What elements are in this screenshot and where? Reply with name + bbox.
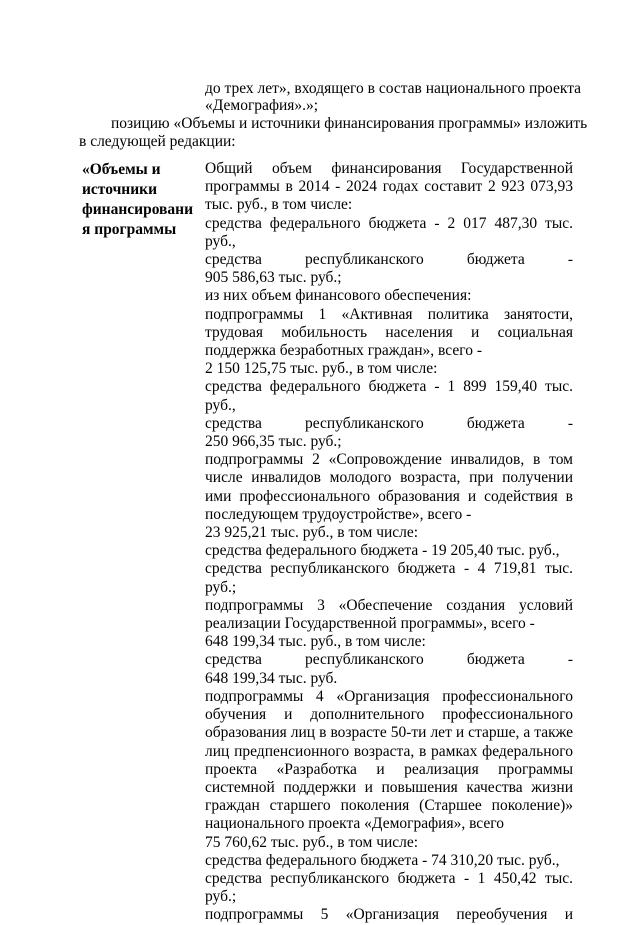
subprogram-4-republican: средства республиканского бюджета - 1 450,42 тыс. руб.; (205, 869, 573, 906)
subprogram-1-republican-label: средства республиканского бюджета - (205, 414, 573, 432)
subprogram-4-federal: средства федерального бюджета - 74 310,20 тыс. руб., (205, 851, 560, 869)
position-label-line-2: источники (82, 181, 158, 198)
intro-line-1: до трех лет», входящего в состав национального проекта (205, 80, 582, 97)
subprogram-2-title: подпрограммы 2 «Сопровождение инвалидов, в том числе инвалидов молодого возраста, при получении ими профессионального образования и содействия в последующем трудоустройстве», всего - (205, 451, 573, 523)
subprogram-3-republican-value: 648 199,34 тыс. руб. (205, 669, 338, 687)
intro-line-2: «Демография».»; (205, 97, 319, 114)
position-content (205, 160, 573, 925)
of-which-heading: из них объем финансового обеспечения: (205, 287, 472, 305)
subprogram-4-total: 75 760,62 тыс. руб., в том числе: (205, 833, 419, 851)
subprogram-3-total: 648 199,34 тыс. руб., в том числе: (205, 633, 426, 651)
subprogram-1-federal: средства федерального бюджета - 1 899 159,40 тыс. руб., (205, 378, 573, 414)
total-financing: Общий объем финансирования Государственной программы в 2014 - 2024 годах составит 2 923 073,93 тыс. руб., в том числе: (205, 160, 573, 214)
subprogram-1-republican-value: 250 966,35 тыс. руб.; (205, 433, 342, 451)
federal-budget-total: средства федерального бюджета - 2 017 487,30 тыс. руб., (205, 214, 573, 250)
intro-line-4: в следующей редакции: (79, 133, 236, 150)
subprogram-1-title: подпрограммы 1 «Активная политика занятости, трудовая мобильность населения и социальная поддержка безработных граждан», всего - (205, 305, 573, 360)
intro-line-3: позицию «Объемы и источники финансирования программы» изложить (111, 115, 588, 132)
subprogram-4-title: подпрограммы 4 «Организация профессионального обучения и дополнительного профессионального образования лиц в возрасте 50-ти лет и старше, а также лиц предпенсионного возраста, в рамках федерального проекта «Разработка и реализация программы системной поддержки и повышения качества жизни граждан старшего поколения (Старшее поколение)» национального проекта «Демография», всего (205, 687, 573, 833)
republican-budget-total-value: 905 586,63 тыс. руб.; (205, 269, 342, 287)
subprogram-5-title: подпрограммы 5 «Организация переобучения и (205, 906, 573, 924)
republican-budget-total-label: средства республиканского бюджета - (205, 251, 573, 269)
position-label-line-4: я программы (82, 221, 177, 238)
subprogram-2-federal: средства федерального бюджета - 19 205,40 тыс. руб., (205, 542, 560, 560)
subprogram-1-total: 2 150 125,75 тыс. руб., в том числе: (205, 360, 438, 378)
position-label (82, 160, 194, 240)
subprogram-2-republican: средства республиканского бюджета - 4 719,81 тыс. руб.; (205, 560, 573, 596)
subprogram-2-total: 23 925,21 тыс. руб., в том числе: (205, 524, 419, 542)
position-label-line-3: финансировани (82, 201, 194, 218)
subprogram-3-title: подпрограммы 3 «Обеспечение создания условий реализации Государственной программы», всего - (205, 596, 573, 633)
subprogram-3-republican-label: средства республиканского бюджета - (205, 651, 573, 669)
position-label-line-1: «Объемы и (82, 161, 161, 178)
